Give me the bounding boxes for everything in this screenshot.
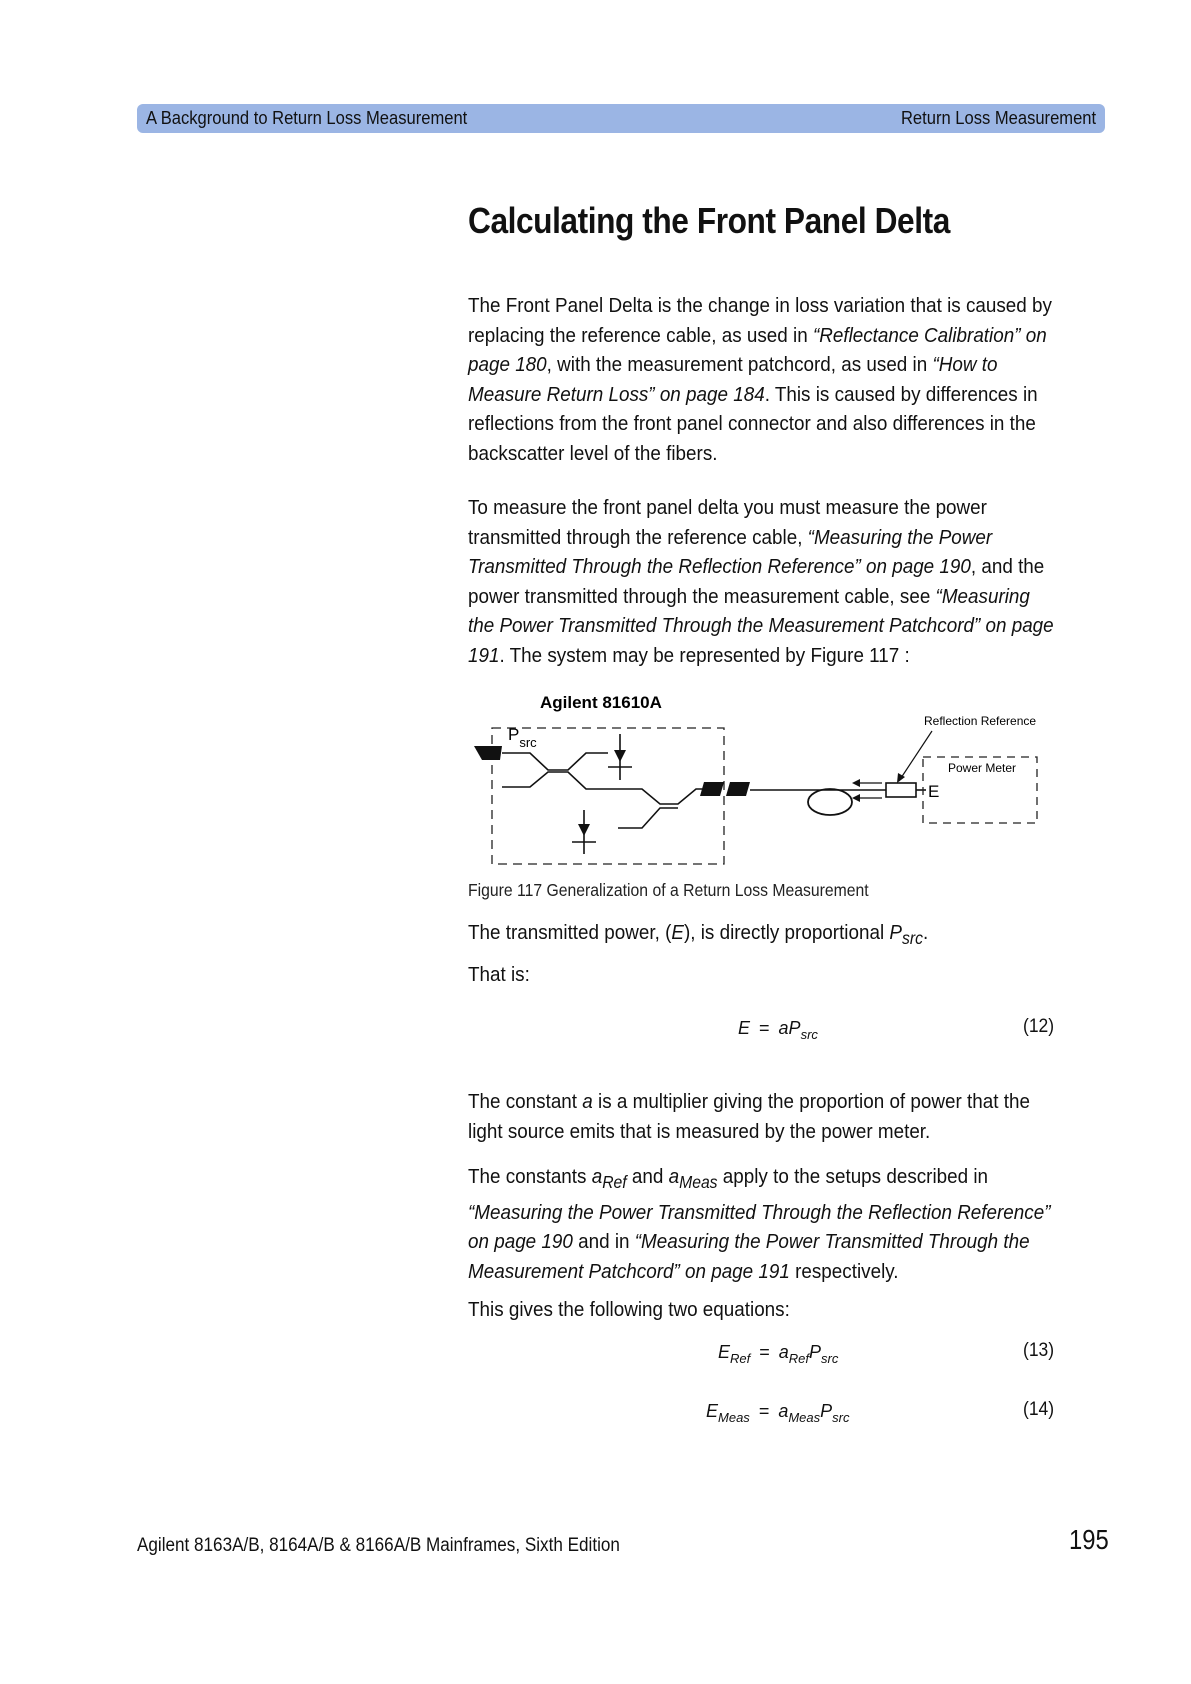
link-measuring-reflection-reference[interactable]: “Measuring the Power Transmitted Through the Reflection Reference” on page 190: [468, 525, 993, 578]
figure-caption: Figure 117 Generalization of a Return Loss Measurement: [468, 880, 869, 900]
link-measuring-patchcord-2[interactable]: “Measuring the Power Transmitted Through the Measurement Patchcord” on page 191: [468, 1230, 1030, 1283]
link-measuring-patchcord[interactable]: “Measuring the Power Transmitted Through the Measurement Patchcord” on page 191: [468, 584, 1054, 667]
link-how-to-measure-return-loss[interactable]: “How to Measure Return Loss” on page 184: [468, 353, 998, 406]
return-loss-diagram: [468, 690, 1088, 870]
header-section-title: A Background to Return Loss Measurement: [146, 108, 468, 128]
paragraph-two-equations: This gives the following two equations:: [468, 1298, 790, 1321]
equation-14-number: (14): [1023, 1399, 1055, 1420]
equation-12-number: (12): [1023, 1016, 1055, 1037]
front-panel-connector-icon: [700, 782, 724, 796]
equation-13: $E_{Ref} = a_{Ref}P_{src}$: [718, 1342, 839, 1366]
power-meter-label: Power Meter: [948, 761, 1017, 775]
source-connector-icon: [474, 746, 502, 760]
equation-12: $E = aP_{src}$: [738, 1018, 818, 1042]
equation-14: $E_{Meas} = a_{Meas}P_{src}$: [706, 1401, 850, 1425]
paragraph-transmitted-power: The transmitted power, (E), is directly proportional $P_{src}$.: [468, 921, 929, 949]
link-measuring-reflection-reference-2[interactable]: “Measuring the Power Transmitted Through the Reflection Reference” on page 190: [468, 1200, 1051, 1254]
instrument-label: Agilent 81610A: [540, 693, 662, 712]
footer-manual-title: Agilent 8163A/B, 8164A/B & 8166A/B Mainframes, Sixth Edition: [137, 1535, 620, 1556]
fiber-lower-path: [502, 772, 704, 804]
paragraph-that-is: That is:: [468, 963, 530, 986]
equation-13-number: (13): [1023, 1340, 1055, 1361]
paragraph-constants-setups: The constants $a_{Ref}$ and $a_{Meas}$ apply to the setups described in “Measuring the Power Transmitted Through the Reflection Reference” on page 190 and in “Measuring the Power Transmitted Through the Measurement Patchcord” on page 191 respectively.: [468, 1165, 1051, 1283]
reflected-arrow-icon: [852, 779, 860, 787]
reflection-reference-label: Reflection Reference: [924, 714, 1037, 728]
fiber-loop: [808, 789, 852, 815]
coupler2-branch: [618, 808, 678, 828]
psrc-label: $P_{src}$: [508, 725, 537, 750]
page-title: Calculating the Front Panel Delta: [468, 200, 950, 241]
paragraph-measure-delta: To measure the front panel delta you must measure the power transmitted through the reference cable, “Measuring the Power Transmitted Through the Reflection Reference” on page 190, and the power transmitted through the measurement cable, see “Measuring the Power Transmitted Through the Measurement Patchcord” on page 191. The system may be represented by Figure 117 :: [468, 496, 1054, 667]
coupler1-upper: [502, 753, 608, 770]
detector1-icon: [614, 750, 626, 762]
running-header: [137, 104, 1105, 133]
page-number: 195: [1069, 1524, 1109, 1555]
detector2-icon: [578, 824, 590, 836]
reflection-reference-element: [886, 783, 916, 797]
link-reflectance-calibration[interactable]: “Reflectance Calibration” on page 180: [468, 323, 1047, 376]
e-label: E: [928, 782, 940, 801]
paragraph-front-panel-delta: The Front Panel Delta is the change in loss variation that is caused by replacing the reference cable, as used in “Reflectance Calibration” on page 180, with the measurement patchcord, as used in “How to Measure Return Loss” on page 184. This is caused by differences in reflections from the front panel connector and also differences in the backscatter level of the fibers.: [468, 294, 1052, 465]
header-chapter-title: Return Loss Measurement: [900, 108, 1096, 128]
paragraph-constant-a: The constant a is a multiplier giving the proportion of power that the light source emits that is measured by the power meter.: [468, 1090, 1030, 1143]
